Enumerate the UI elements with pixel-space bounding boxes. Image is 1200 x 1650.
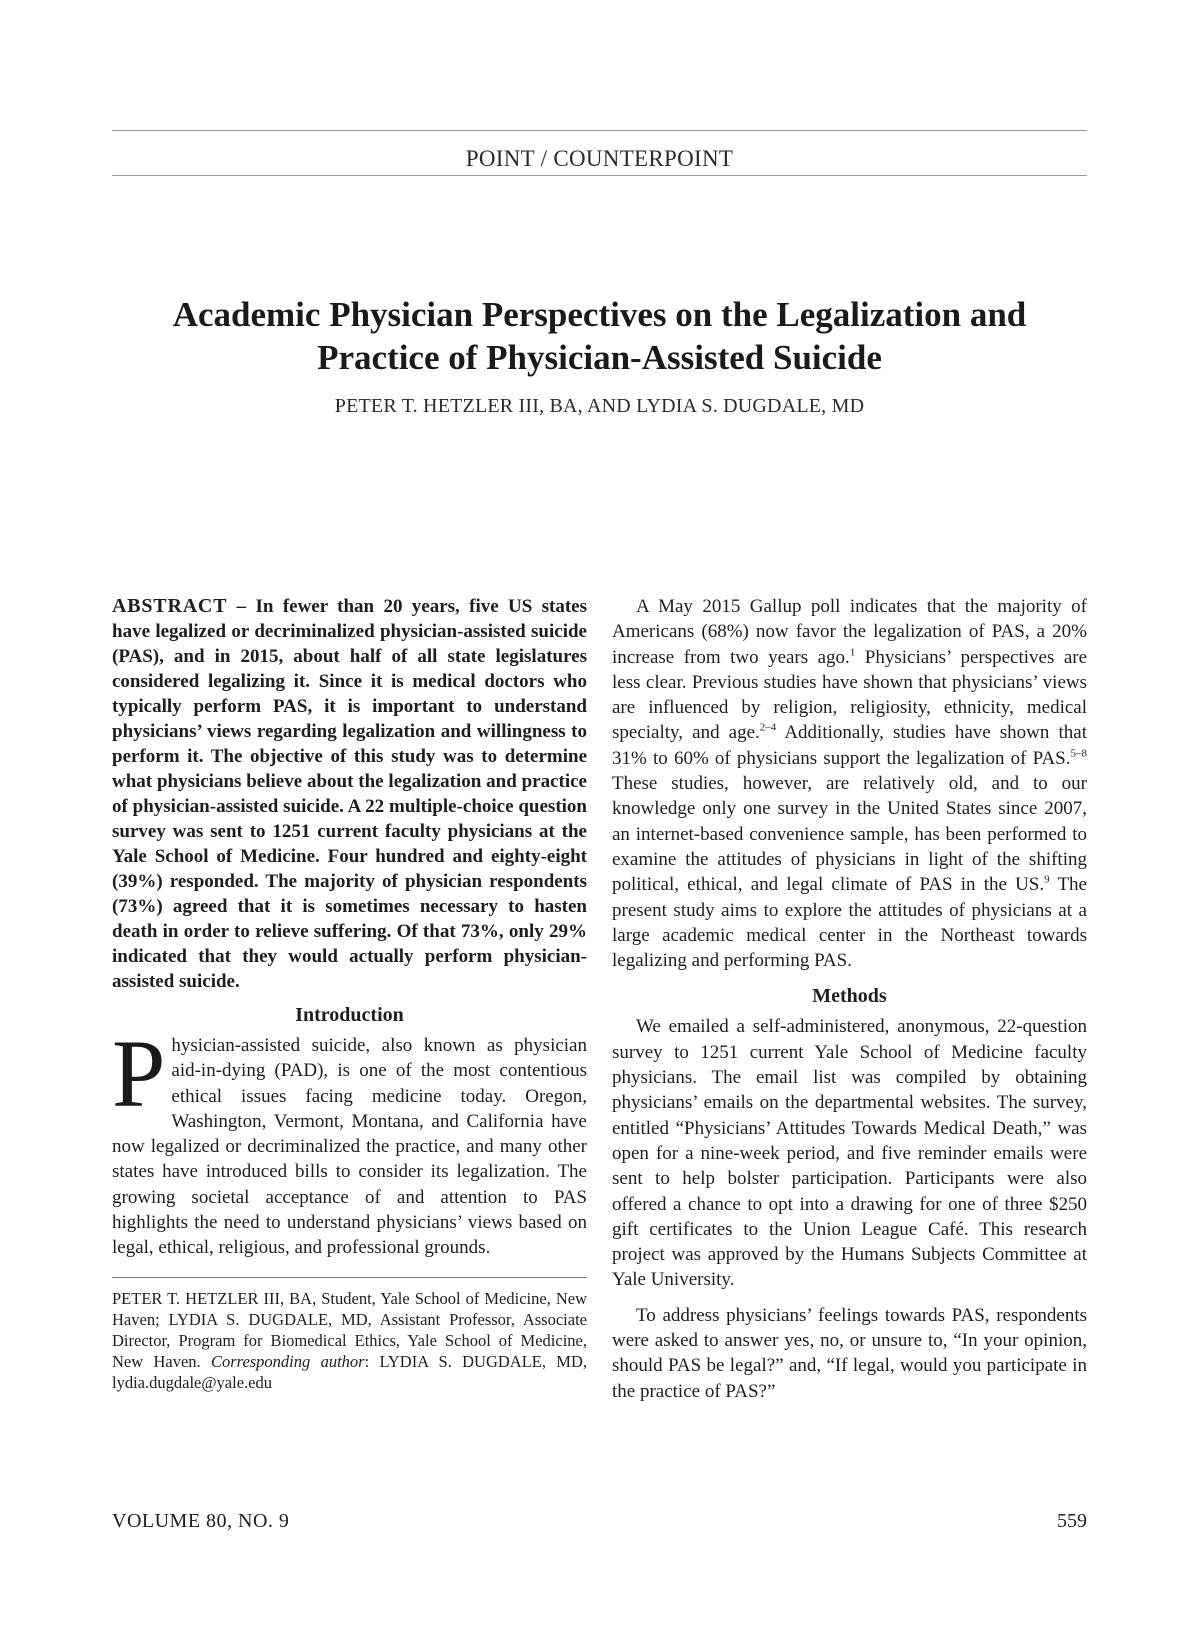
citation-1: 1: [849, 646, 856, 659]
intro-p2-text-d: These studies, however, are relatively old, and to our knowledge only one survey in the United States since 2007, an internet-based convenience sample, has been performed to examine the attitudes of physicians in light of the shifting political, ethical, and legal climate of PAS in the US.: [612, 773, 1087, 896]
citation-2-4: 2–4: [759, 722, 777, 735]
methods-heading: Methods: [812, 985, 887, 1008]
abstract-label: ABSTRACT: [112, 595, 228, 617]
journal-volume-issue: VOLUME 80, NO. 9: [112, 1510, 290, 1532]
footnote-contact: : LYDIA S. DUGDALE, MD, lydia.dugdale@yale.edu: [112, 1351, 588, 1392]
title-line-2: Practice of Physician-Assisted Suicide: [317, 338, 882, 377]
left-column: [112, 594, 587, 1393]
citation-9: 9: [1044, 873, 1050, 886]
introduction-paragraph: [112, 1020, 587, 1261]
footnote-affiliations: PETER T. HETZLER III, BA, Student, Yale School of Medicine, New Haven; LYDIA S. DUGDALE, MD, Assistant Professor, Associate Director, Program for Biomedical Ethics, Yale School of Medicine, New Haven.: [112, 1288, 587, 1371]
header-bottom-rule: [112, 175, 1087, 176]
abstract-text: In fewer than 20 years, five US states have legalized or decriminalized physician-assisted suicide (PAS), and in 2015, about half of all state legislatures considered legalizing it. Since it is medical doctors who typically perform PAS, it is important to understand physicians’ views regarding legalization and willingness to perform it. The objective of this study was to determine what physicians believe about the legalization and practice of physician-assisted suicide. A 22 multiple-choice question survey was sent to 1251 current faculty physicians at the Yale School of Medicine. Four hundred and eighty-eight (39%) responded. The majority of physician respondents (73%) agreed that it is sometimes necessary to hasten death in order to relieve suffering. Of that 73%, only 29% indicated that they would actually perform physician-assisted suicide.: [112, 596, 588, 992]
citation-5-8: 5–8: [1070, 747, 1087, 760]
abstract-dash: –: [227, 596, 256, 617]
intro-p2-text-a: A May 2015 Gallup poll indicates that the majority of Americans (68%) now favor the legalization of PAS, a 20% increase from two years ago.: [612, 596, 1087, 668]
page-number: 559: [1057, 1510, 1087, 1532]
introduction-text: hysician-assisted suicide, also known as physician aid-in-dying (PAD), is one of the most contentious ethical issues facing medicine today. Oregon, Washington, Vermont, Montana, and California have now legalized or decriminalized the practice, and many other states have introduced bills to consider its legalization. The growing societal acceptance of and attention to PAS highlights the need to understand physicians’ views based on legal, ethical, religious, and professional grounds.: [112, 1035, 587, 1259]
section-heading: POINT / COUNTERPOINT: [465, 146, 734, 171]
author-footnote: [112, 1288, 587, 1393]
abstract: [112, 594, 587, 994]
header-top-rule: [112, 130, 1087, 131]
corresponding-author-label: Corresponding author: [210, 1351, 365, 1371]
methods-paragraph-1: We emailed a self-administered, anonymous, 22-question survey to 1251 current Yale School of Medicine faculty physicians. The email list was compiled by obtaining physicians’ emails on the departmental websites. The survey, entitled “Physicians’ Attitudes Towards Medical Death,” was open for a nine-week period, and five reminder emails were sent to help bolster participation. Participants were also offered a chance to opt into a drawing for one of three $250 gift certificates to the Union League Café. This research project was approved by the Humans Subjects Committee at Yale University.: [612, 1016, 1087, 1291]
intro-paragraph-2: [612, 594, 1087, 973]
intro-p2-text-b: Physicians’ perspectives are less clear. Previous studies have shown that physicians’ views are influenced by religion, religiosity, ethnicity, medical specialty, and age.: [612, 646, 1088, 744]
footnote-rule: [112, 1277, 587, 1278]
article-title: [112, 293, 1087, 379]
title-line-1: Academic Physician Perspectives on the Legalization and: [172, 295, 1027, 334]
introduction-heading: Introduction: [295, 1004, 404, 1026]
intro-p2-text-c: Additionally, studies have shown that 31% to 60% of physicians support the legalization of PAS.: [612, 722, 1087, 769]
right-column: [612, 594, 1087, 1404]
intro-p2-text-e: The present study aims to explore the attitudes of physicians at a large academic medical center in the Northeast towards legalizing and performing PAS.: [612, 874, 1087, 972]
methods-paragraph-2: To address physicians’ feelings towards PAS, respondents were asked to answer yes, no, or unsure to, “In your opinion, should PAS be legal?” and, “If legal, would you participate in the practice of PAS?”: [612, 1304, 1087, 1402]
article-authors: PETER T. HETZLER III, BA, AND LYDIA S. DUGDALE, MD: [334, 395, 865, 417]
drop-cap: P: [112, 1020, 166, 1127]
